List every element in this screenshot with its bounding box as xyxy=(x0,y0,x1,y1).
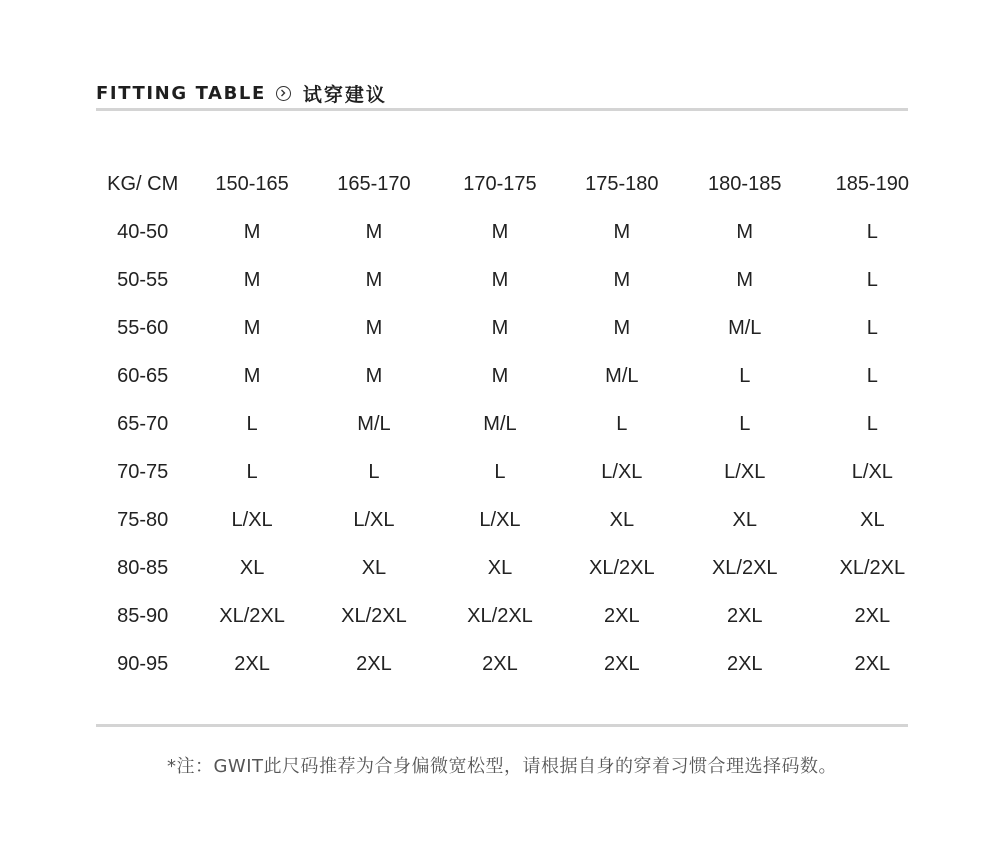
table-row xyxy=(96,400,932,448)
size-cell: L xyxy=(866,412,878,435)
size-cell: M xyxy=(491,268,509,291)
size-cell: L xyxy=(866,316,878,339)
size-cell: M xyxy=(243,316,261,339)
size-cell: L xyxy=(368,460,380,483)
size-cell: L xyxy=(739,412,751,435)
column-header: 175-180 xyxy=(585,172,659,195)
size-cell: XL/2XL xyxy=(589,556,655,579)
size-cell: XL/2XL xyxy=(711,556,778,579)
header-title-en: FITTING TABLE xyxy=(96,82,266,104)
row-weight-label: 90-95 xyxy=(117,652,169,675)
size-cell: M xyxy=(613,316,631,339)
size-cell: M xyxy=(243,220,261,243)
size-cell: M xyxy=(491,316,509,339)
size-cell: L xyxy=(494,460,506,483)
row-weight-label: 85-90 xyxy=(117,604,169,627)
size-cell: L xyxy=(246,460,258,483)
table-row xyxy=(96,304,932,352)
size-cell: L xyxy=(866,364,878,387)
size-cell: 2XL xyxy=(854,604,891,627)
size-cell: XL xyxy=(860,508,885,531)
size-cell: M xyxy=(613,268,631,291)
size-cell: XL/2XL xyxy=(467,604,533,627)
table-header-row xyxy=(96,160,932,208)
size-cell: L/XL xyxy=(601,460,643,483)
header-title-cn: 试穿建议 xyxy=(302,83,387,106)
footer-divider xyxy=(96,724,908,727)
size-cell: L/XL xyxy=(353,508,395,531)
size-cell: 2XL xyxy=(356,652,392,675)
size-cell: L xyxy=(616,412,628,435)
size-cell: M/L xyxy=(605,364,639,387)
size-cell: L/XL xyxy=(851,460,893,483)
size-cell: L/XL xyxy=(231,508,273,531)
size-cell: L xyxy=(739,364,751,387)
table-row xyxy=(96,352,932,400)
size-cell: M xyxy=(613,220,631,243)
size-cell: 2XL xyxy=(604,604,640,627)
size-cell: L/XL xyxy=(479,508,521,531)
row-weight-label: 40-50 xyxy=(117,220,169,243)
size-cell: 2XL xyxy=(234,652,270,675)
size-cell: XL/2XL xyxy=(341,604,407,627)
column-header: 170-175 xyxy=(463,172,537,195)
row-weight-label: 80-85 xyxy=(117,556,169,579)
table-corner-label: KG/ CM xyxy=(107,172,179,195)
header-divider xyxy=(96,108,908,111)
table-row xyxy=(96,208,932,256)
size-cell: M/L xyxy=(357,412,391,435)
size-cell: M xyxy=(243,364,261,387)
table-row xyxy=(96,496,932,544)
size-cell: M xyxy=(491,364,509,387)
size-cell: M xyxy=(491,220,509,243)
size-cell: M xyxy=(243,268,261,291)
size-cell: XL/2XL xyxy=(219,604,285,627)
size-cell: 2XL xyxy=(854,652,891,675)
column-header: 180-185 xyxy=(708,172,782,195)
row-weight-label: 75-80 xyxy=(117,508,169,531)
table-body xyxy=(96,208,932,688)
row-weight-label: 55-60 xyxy=(117,316,169,339)
size-cell: XL xyxy=(732,508,757,531)
size-cell: XL xyxy=(361,556,387,579)
table-row xyxy=(96,592,932,640)
table-row xyxy=(96,256,932,304)
circle-chevron-right-icon xyxy=(276,86,291,101)
size-cell: M xyxy=(365,268,383,291)
size-cell: XL xyxy=(239,556,265,579)
row-weight-label: 70-75 xyxy=(117,460,169,483)
size-cell: M xyxy=(736,220,754,243)
size-cell: M/L xyxy=(483,412,517,435)
size-table xyxy=(96,160,932,688)
column-header: 165-170 xyxy=(337,172,411,195)
row-weight-label: 60-65 xyxy=(117,364,169,387)
size-cell: M xyxy=(365,316,383,339)
size-cell: 2XL xyxy=(604,652,640,675)
column-header: 150-165 xyxy=(215,172,289,195)
size-cell: L/XL xyxy=(724,460,766,483)
size-cell: M/L xyxy=(728,316,762,339)
size-cell: L xyxy=(866,268,878,291)
size-cell: XL xyxy=(609,508,635,531)
table-row xyxy=(96,448,932,496)
size-cell: L xyxy=(246,412,258,435)
size-cell: M xyxy=(736,268,754,291)
size-cell: L xyxy=(866,220,878,243)
size-cell: XL/2XL xyxy=(839,556,906,579)
table-row xyxy=(96,544,932,592)
fitting-table-header xyxy=(96,76,908,110)
size-cell: 2XL xyxy=(726,652,763,675)
table-row xyxy=(96,640,932,688)
size-cell: 2XL xyxy=(482,652,518,675)
row-weight-label: 50-55 xyxy=(117,268,169,291)
size-cell: 2XL xyxy=(726,604,763,627)
size-cell: M xyxy=(365,220,383,243)
row-weight-label: 65-70 xyxy=(117,412,169,435)
size-cell: XL xyxy=(487,556,513,579)
size-cell: M xyxy=(365,364,383,387)
size-footnote: *注：GWIT此尺码推荐为合身偏微宽松型，请根据自身的穿着习惯合理选择码数。 xyxy=(166,756,838,777)
column-header: 185-190 xyxy=(835,172,910,195)
